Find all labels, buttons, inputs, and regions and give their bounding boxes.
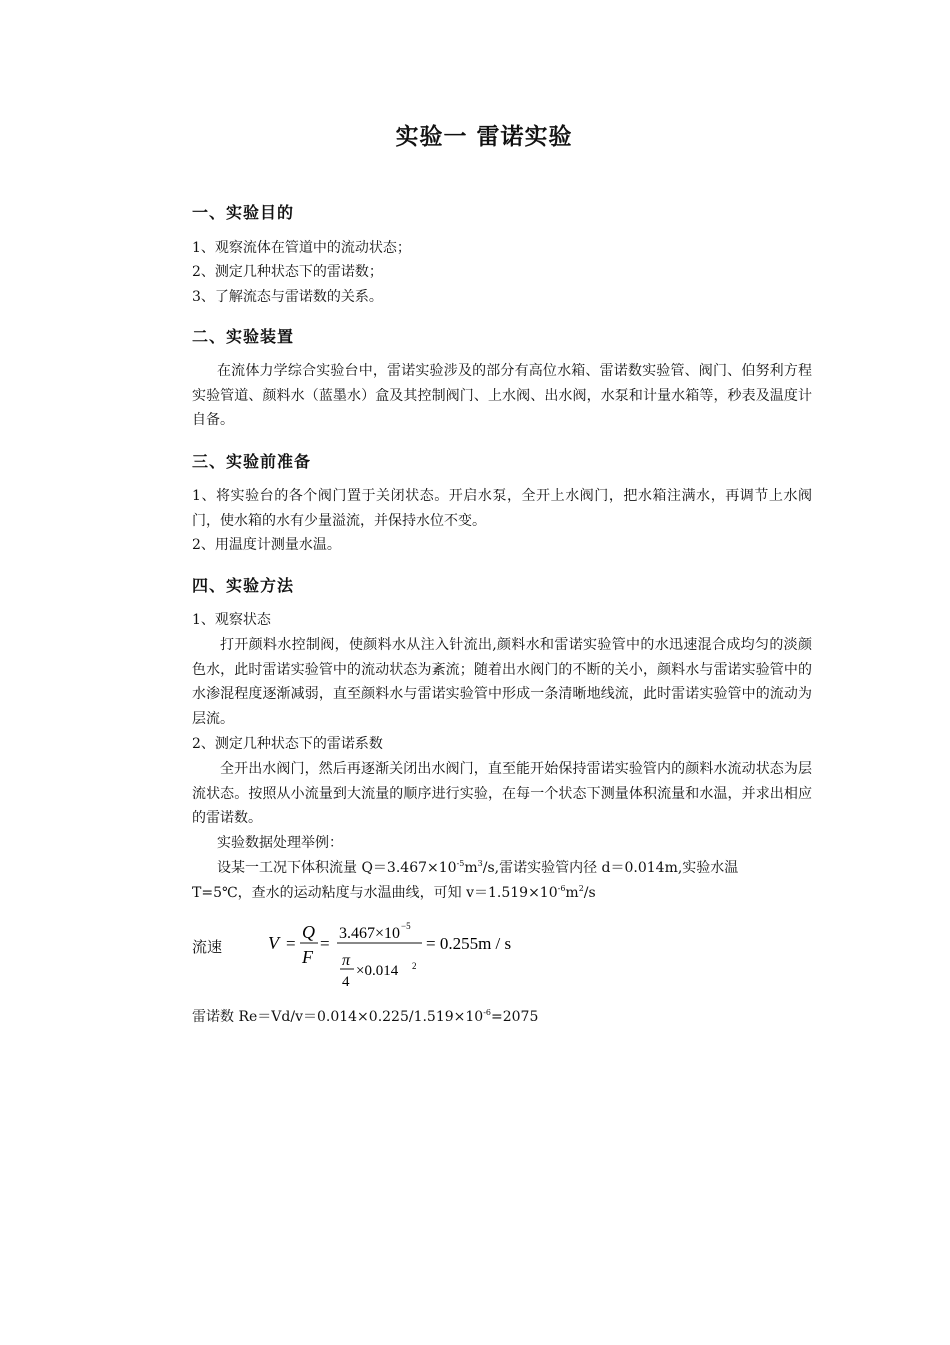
formula-num: 3.467×10 <box>339 925 401 942</box>
apparatus-paragraph: 在流体力学综合实验台中，雷诺实验涉及的部分有高位水箱、雷诺数实验管、阀门、伯努利方程实验管道、颜料水（蓝墨水）盒及其控制阀门、上水阀、出水阀，水泵和计量水箱等，秒表及温度计自备。 <box>192 363 812 428</box>
preparation-item-1: 1、将实验台的各个阀门置于关闭状态。开启水泵，全开上水阀门，把水箱注满水，再调节上水阀门，使水箱的水有少量溢流，并保持水位不变。 <box>192 488 812 529</box>
section-heading-apparatus: 二、实验装置 <box>192 327 295 346</box>
formula-den-exp: 2 <box>412 961 417 971</box>
formula-lhs: V <box>268 933 279 953</box>
formula-num-exp: −5 <box>401 921 411 931</box>
method-subheading-observe: 1、观察状态 <box>192 612 271 628</box>
measure-paragraph: 全开出水阀门，然后再逐渐关闭出水阀门，直至能开始保持雷诺实验管内的颜料水流动状态为层流状态。按照从小流量到大流量的顺序进行实验，在每一个状态下测量体积流量和水温，并求出相应的雷诺数。 <box>192 761 812 826</box>
formula-eq: = <box>286 934 296 953</box>
page-title: 实验一 雷诺实验 <box>395 124 573 150</box>
formula-equation <box>262 918 562 998</box>
observe-paragraph: 打开颜料水控制阀，使颜料水从注入针流出,颜料水和雷诺实验管中的水迅速混合成均匀的淡颜色水，此时雷诺实验管中的流动状态为紊流；随着出水阀门的不断的关小，颜料水与雷诺实验管中的水渗混程度逐渐减弱，直至颜料水与雷诺实验管中形成一条清晰地线流，此时雷诺实验管中的流动为层流。 <box>192 637 812 727</box>
list-item: 3、了解流态与雷诺数的关系。 <box>192 289 383 305</box>
formula-pi-den: 4 <box>342 974 350 990</box>
formula-f: F <box>302 947 313 967</box>
reynolds-number-line: 雷诺数 $Re=Vd/v=0.014\times 0.225/1.519\times 10^{-6}=2075$ <box>192 1008 539 1025</box>
method-subheading-measure: 2、测定几种状态下的雷诺系数 <box>192 736 383 752</box>
list-item: 2、测定几种状态下的雷诺数； <box>192 264 383 280</box>
preparation-item-2: 2、用温度计测量水温。 <box>192 537 341 553</box>
example-label: 实验数据处理举例： <box>217 835 343 851</box>
section-heading-method: 四、实验方法 <box>192 576 295 595</box>
section-heading-preparation: 三、实验前准备 <box>192 452 312 471</box>
example-line-1: 设某一工况下体积流量 $Q=3.467\times 10^{-5}m^3/s$,雷诺实验管内径 d＝0.014m,实验水温 <box>217 859 739 876</box>
formula-den-rest: ×0.014 <box>356 963 399 979</box>
section-heading-purpose: 一、实验目的 <box>192 203 295 222</box>
formula-eq-2: = <box>320 934 330 953</box>
formula-result: = 0.255m / s <box>426 934 512 953</box>
list-item: 1、观察流体在管道中的流动状态； <box>192 240 411 256</box>
formula-label: 流速 <box>192 938 223 956</box>
formula-q: Q <box>302 922 315 942</box>
formula-pi: π <box>342 952 351 969</box>
velocity-formula <box>192 918 812 998</box>
example-line-2: T=5℃，查水的运动粘度与水温曲线，可知 $v=1.519\times 10^{-6}m^2/s$ <box>192 884 596 901</box>
